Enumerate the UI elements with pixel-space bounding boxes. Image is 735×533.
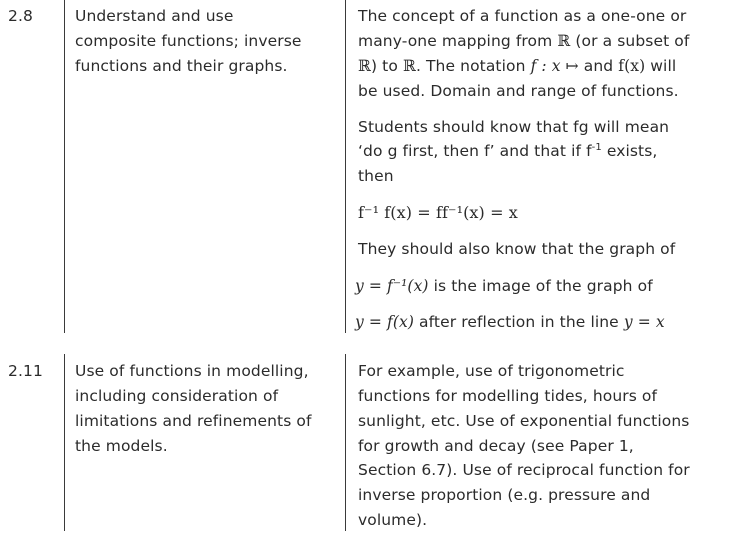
guidance-line: For example, use of trigonometric xyxy=(358,362,625,380)
fx-notation: f(x) xyxy=(618,57,646,75)
real-set-symbol: ℝ xyxy=(557,32,571,50)
guidance-line: They should also know that the graph of xyxy=(358,240,676,258)
guidance-line: Students should know that fg will mean xyxy=(358,118,670,136)
topic-line: the models. xyxy=(75,437,168,455)
topic-line: including consideration of xyxy=(75,387,279,405)
function-notation: f : x ↦ xyxy=(530,57,579,75)
row1-left-divider xyxy=(64,0,65,333)
guidance-line: inverse proportion (e.g. pressure and xyxy=(358,486,651,504)
guidance-line: ℝ) to ℝ. The notation f : x ↦ and f(x) will xyxy=(358,57,677,75)
real-set-symbol: ℝ xyxy=(358,57,371,75)
guidance-line: ‘do g first, then f’ and that if $f^{-1}$ exists, xyxy=(358,141,658,160)
graph-equation: y = f(x) xyxy=(355,313,414,331)
reflection-line-equation: y = x xyxy=(623,313,665,331)
guidance-line: Section 6.7). Use of reciprocal function for xyxy=(358,461,690,479)
row-ref: 2.11 xyxy=(8,362,43,380)
guidance-line: many-one mapping from ℝ (or a subset of xyxy=(358,32,690,50)
row-ref: 2.8 xyxy=(8,7,33,25)
guidance-line: be used. Domain and range of functions. xyxy=(358,82,679,100)
real-set-symbol: ℝ xyxy=(402,57,416,75)
guidance-line: functions for modelling tides, hours of xyxy=(358,387,658,405)
topic-line: Understand and use xyxy=(75,7,234,25)
guidance-line: volume). xyxy=(358,511,428,529)
row2-right-divider xyxy=(345,354,346,531)
guidance-line: then xyxy=(358,167,394,185)
guidance-line: The concept of a function as a one-one or xyxy=(358,7,687,25)
guidance-line: y = f⁻¹(x) is the image of the graph of xyxy=(355,277,653,295)
inverse-graph-equation: y = f⁻¹(x) xyxy=(355,277,429,295)
topic-line: composite functions; inverse xyxy=(75,32,302,50)
guidance-line: for growth and decay (see Paper 1, xyxy=(358,437,634,455)
topic-line: functions and their graphs. xyxy=(75,57,288,75)
row2-left-divider xyxy=(64,354,65,531)
inverse-identity-equation: f⁻¹ f(x) = ff⁻¹(x) = x xyxy=(358,203,518,222)
guidance-line: sunlight, etc. Use of exponential functions xyxy=(358,412,690,430)
topic-line: Use of functions in modelling, xyxy=(75,362,309,380)
row1-right-divider xyxy=(345,0,346,333)
topic-line: limitations and refinements of xyxy=(75,412,312,430)
guidance-line: y = f(x) after reflection in the line y = x xyxy=(355,313,665,331)
